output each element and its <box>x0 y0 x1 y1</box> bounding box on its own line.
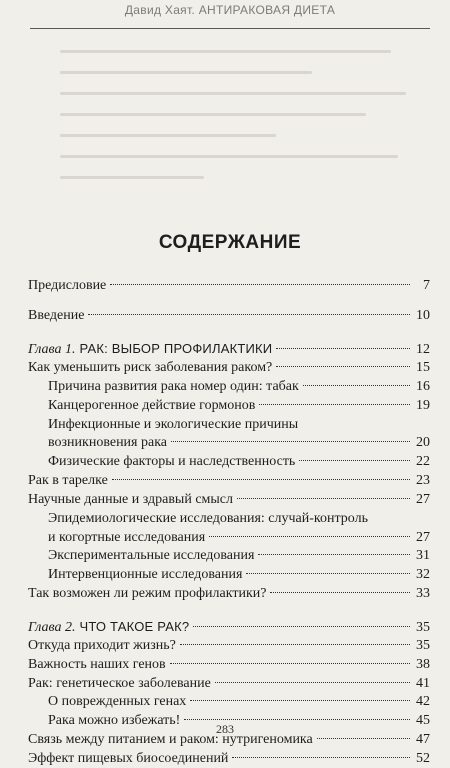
toc-page-number: 7 <box>423 278 430 293</box>
toc-entry <box>28 655 430 674</box>
dot-leader <box>246 573 410 574</box>
dot-leader <box>184 719 410 720</box>
toc-entry <box>28 617 430 637</box>
dot-leader <box>232 757 410 758</box>
toc-page-number: 27 <box>416 492 430 507</box>
toc-entry-label: Физические факторы и наследственность <box>48 454 296 469</box>
dot-leader <box>170 663 410 664</box>
toc-entry <box>28 490 430 509</box>
toc-page-number: 32 <box>416 567 430 582</box>
toc-entry-label: Связь между питанием и раком: нутригеномика <box>28 732 313 747</box>
dot-leader <box>112 479 410 480</box>
toc-page-number: 42 <box>416 694 430 709</box>
toc-entry-label: Научные данные и здравый смысл <box>28 492 234 507</box>
toc-page-number: 19 <box>416 398 430 413</box>
toc-page-number: 10 <box>416 308 430 323</box>
toc-entry <box>48 692 430 711</box>
toc-entry-label: Эпидемиологические исследования: случай-контроль <box>48 511 368 526</box>
dot-leader <box>276 348 410 349</box>
toc-entry-label: Рак в тарелке <box>28 473 108 488</box>
toc-entry-label: Экспериментальные исследования <box>48 548 255 563</box>
running-head: Давид Хаят. АНТИРАКОВАЯ ДИЕТА <box>124 3 336 17</box>
dot-leader <box>299 460 410 461</box>
toc-entry <box>48 377 430 396</box>
toc-page-number: 31 <box>416 548 430 563</box>
toc-page-number: 22 <box>416 454 430 469</box>
toc-entry <box>28 636 430 655</box>
toc-entry-label: Предисловие <box>28 278 107 293</box>
toc-entry-label <box>28 617 189 637</box>
dot-leader <box>193 626 410 627</box>
chapter-number: Глава 1. <box>28 342 76 357</box>
toc-entry-label: и когортные исследования <box>48 530 206 545</box>
toc-page-number: 52 <box>416 751 430 766</box>
toc-page-number: 27 <box>416 530 430 545</box>
dot-leader <box>259 404 410 405</box>
dot-leader <box>303 385 410 386</box>
toc-entry <box>48 565 430 584</box>
toc-entry-label: Как уменьшить риск заболевания раком? <box>28 360 273 375</box>
toc-entry-label: Эффект пищевых биосоединений <box>28 751 229 766</box>
dot-leader <box>88 314 410 315</box>
toc-page-number: 35 <box>416 638 430 653</box>
toc-entry <box>48 528 430 547</box>
toc-entry <box>48 452 430 471</box>
toc-entry-label: Откуда приходит жизнь? <box>28 638 176 653</box>
chapter-number: Глава 2. <box>28 620 76 635</box>
header-rule <box>30 28 430 29</box>
toc-entry-label: Введение <box>28 308 85 323</box>
toc-page-number: 20 <box>416 435 430 450</box>
toc-entry-label: Канцерогенное действие гормонов <box>48 398 256 413</box>
toc-entry <box>28 339 430 359</box>
dot-leader <box>209 536 410 537</box>
dot-leader <box>258 554 410 555</box>
bleed-through-text <box>60 50 420 200</box>
dot-leader <box>190 700 410 701</box>
toc-entry <box>48 415 430 434</box>
page-title: СОДЕРЖАНИЕ <box>158 232 302 253</box>
dot-leader <box>317 738 410 739</box>
toc-entry <box>28 471 430 490</box>
dot-leader <box>237 498 410 499</box>
toc-page-number: 33 <box>416 586 430 601</box>
toc-page-number: 23 <box>416 473 430 488</box>
page-number: 283 <box>216 722 234 736</box>
toc-entry-label: О поврежденных генах <box>48 694 187 709</box>
chapter-title: РАК: ВЫБОР ПРОФИЛАКТИКИ <box>79 341 273 356</box>
dot-leader <box>110 284 410 285</box>
toc-entry <box>28 674 430 693</box>
toc-entry-label <box>28 339 272 359</box>
toc-entry-label: Инфекционные и экологические причины <box>48 417 299 432</box>
toc-page-number: 35 <box>416 620 430 635</box>
toc-entry <box>48 396 430 415</box>
toc-entry-label: Интервенционные исследования <box>48 567 243 582</box>
toc-entry <box>28 358 430 377</box>
dot-leader <box>276 366 410 367</box>
toc-page-number: 45 <box>416 713 430 728</box>
toc-page-number: 38 <box>416 657 430 672</box>
dot-leader <box>270 592 410 593</box>
toc-entry <box>28 749 430 768</box>
toc-page-number: 47 <box>416 732 430 747</box>
dot-leader <box>180 644 410 645</box>
toc-entry-label: Важность наших генов <box>28 657 166 672</box>
chapter-title: ЧТО ТАКОЕ РАК? <box>79 619 190 634</box>
toc-entry <box>48 546 430 565</box>
toc-entry-label: Рак: генетическое заболевание <box>28 676 211 691</box>
toc-page-number: 12 <box>416 342 430 357</box>
dot-leader <box>215 682 410 683</box>
toc-entry <box>48 509 430 528</box>
dot-leader <box>171 441 410 442</box>
toc-entry <box>28 306 430 325</box>
toc-entry-label: Так возможен ли режим профилактики? <box>28 586 267 601</box>
toc-page-number: 15 <box>416 360 430 375</box>
toc-entry <box>28 584 430 603</box>
toc-entry <box>48 433 430 452</box>
toc-entry-label: Причина развития рака номер один: табак <box>48 379 299 394</box>
toc-page-number: 16 <box>416 379 430 394</box>
toc-entry-label: Рака можно избежать! <box>48 713 181 728</box>
toc-entry <box>28 276 430 295</box>
toc-page-number: 41 <box>416 676 430 691</box>
toc-entry-label: возникновения рака <box>48 435 168 450</box>
